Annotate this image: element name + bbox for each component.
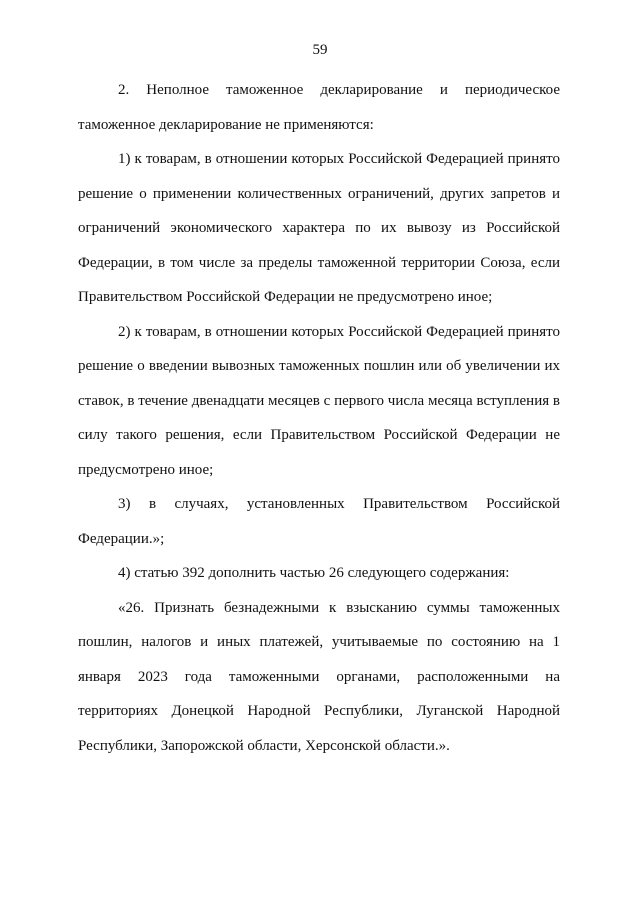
- page-number: 59: [312, 42, 328, 58]
- paragraph-item-3: 3) в случаях, установленных Правительством Российской Федерации.»;: [78, 496, 560, 547]
- paragraph-point-4: 4) статью 392 дополнить частью 26 следующего содержания:: [118, 565, 510, 581]
- paragraph-item-1: 1) к товарам, в отношении которых Российской Федерацией принято решение о применении количественных ограничений, других запретов и ограничений экономического характера по их вывозу из Российской Федерации, в том числе за пределы таможенной территории Союза, если Правительством Российской Федерации не предусмотрено иное;: [78, 151, 560, 305]
- paragraph-clause-2: 2. Неполное таможенное декларирование и периодическое таможенное декларирование не применяются:: [78, 82, 560, 133]
- paragraph-item-2: 2) к товарам, в отношении которых Российской Федерацией принято решение о введении вывозных таможенных пошлин или об увеличении их ставок, в течение двенадцати месяцев с первого числа месяца вступления в силу такого решения, если Правительством Российской Федерации не предусмотрено иное;: [78, 323, 560, 478]
- document-body: [78, 73, 560, 763]
- paragraph-part-26: «26. Признать безнадежными к взысканию суммы таможенных пошлин, налогов и иных платежей, учитываемые по состоянию на 1 января 2023 года таможенными органами, расположенными на территориях Донецкой Народной Республики, Луганской Народной Республики, Запорожской области, Херсонской области.».: [78, 599, 560, 754]
